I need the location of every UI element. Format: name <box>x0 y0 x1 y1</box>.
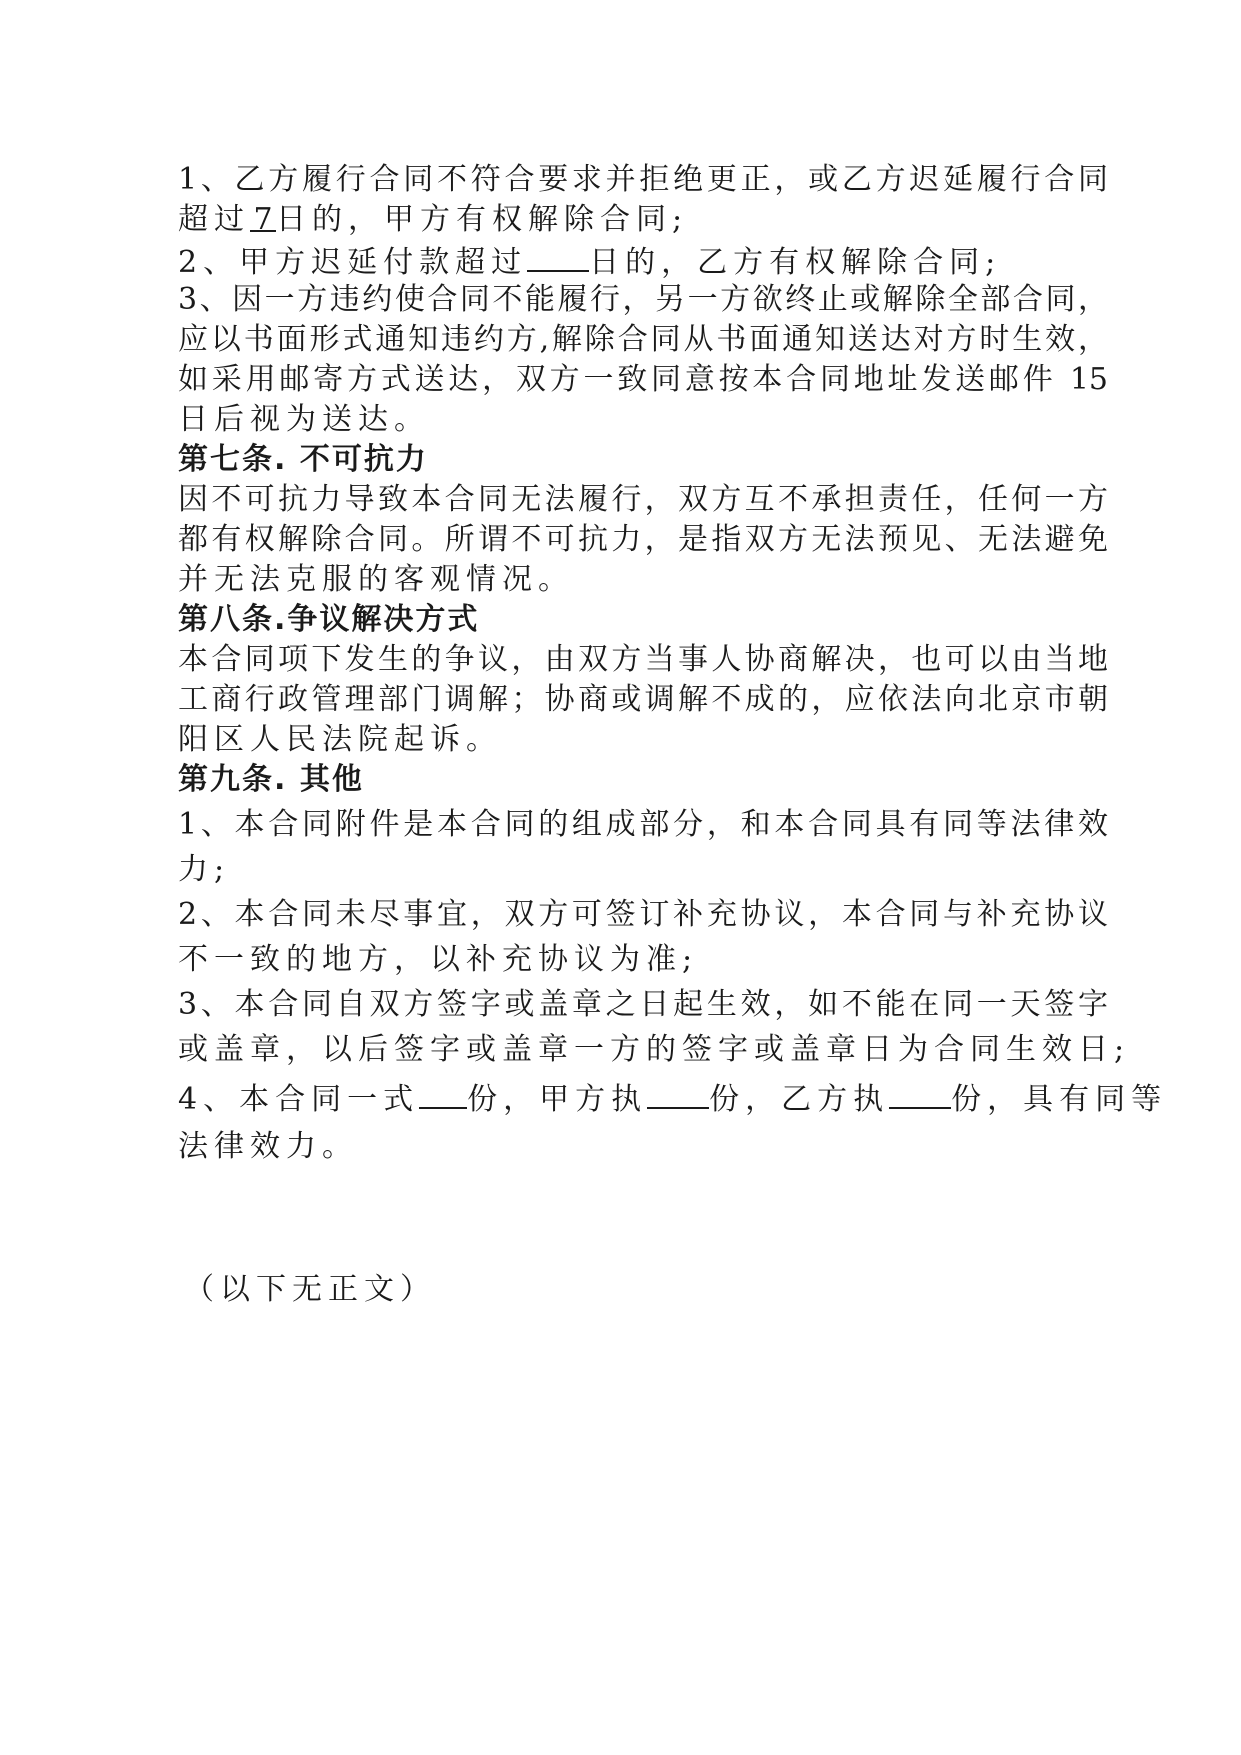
art6-item2 <box>178 240 1001 283</box>
art6-item3-line4: 日后视为送达。 <box>178 402 430 437</box>
art9-item4-blank-total <box>419 1077 467 1109</box>
art9-item4-b: 份，甲方执 <box>467 1082 648 1117</box>
art9-item2-line2: 不一致的地方，以补充协议为准; <box>178 942 699 977</box>
art8-heading: 第八条.争议解决方式 <box>178 602 480 637</box>
art9-item2-line1: 2、本合同未尽事宜，双方可签订补充协议，本合同与补充协议 <box>178 897 1108 932</box>
art9-item1-line2: 力; <box>178 852 231 887</box>
art9-heading: 第九条. 其他 <box>178 762 364 797</box>
closing-note: （以下无正文） <box>184 1272 436 1307</box>
art8-line2: 工商行政管理部门调解；协商或调解不成的，应依法向北京市朝 <box>178 682 1108 717</box>
art8-line3: 阳区人民法院起诉。 <box>178 722 502 757</box>
art9-item4-line2: 法律效力。 <box>178 1129 358 1164</box>
art6-item1-post: 日的，甲方有权解除合同; <box>276 202 689 237</box>
art6-item2-pre: 2、甲方迟延付款超过 <box>178 245 528 280</box>
art9-item4-line1 <box>178 1077 1167 1120</box>
art6-item3-line3: 如采用邮寄方式送达，双方一致同意按本合同地址发送邮件 15 <box>178 362 1108 397</box>
art9-item4-a: 4、本合同一式 <box>178 1082 420 1117</box>
art7-line3: 并无法克服的客观情况。 <box>178 562 574 597</box>
art9-item3-line1: 3、本合同自双方签字或盖章之日起生效，如不能在同一天签字 <box>178 987 1108 1022</box>
art6-item1-pre: 超过 <box>178 202 250 237</box>
art9-item4-blank-party-b <box>889 1077 951 1109</box>
art9-item4-blank-party-a <box>647 1077 709 1109</box>
art6-item3-line1: 3、因一方违约使合同不能履行，另一方欲终止或解除全部合同， <box>178 282 1108 317</box>
art7-heading: 第七条. 不可抗力 <box>178 442 428 477</box>
art7-line1: 因不可抗力导致本合同无法履行，双方互不承担责任，任何一方 <box>178 482 1108 517</box>
art6-item1-days: 7 <box>250 200 276 232</box>
art6-item2-post: 日的，乙方有权解除合同; <box>589 245 1002 280</box>
art9-item4-c: 份，乙方执 <box>709 1082 890 1117</box>
art7-line2: 都有权解除合同。所谓不可抗力，是指双方无法预见、无法避免 <box>178 522 1108 557</box>
art6-item1-line2 <box>178 200 688 240</box>
art9-item4-d: 份，具有同等 <box>951 1082 1168 1117</box>
art6-item2-blank <box>527 240 589 272</box>
art8-line1: 本合同项下发生的争议，由双方当事人协商解决，也可以由当地 <box>178 642 1108 677</box>
art6-item3-line2: 应以书面形式通知违约方,解除合同从书面通知送达对方时生效， <box>178 322 1108 357</box>
art9-item1-line1: 1、本合同附件是本合同的组成部分，和本合同具有同等法律效 <box>178 807 1108 842</box>
art9-item3-line2: 或盖章，以后签字或盖章一方的签字或盖章日为合同生效日; <box>178 1032 1131 1067</box>
art6-item1-line1: 1、乙方履行合同不符合要求并拒绝更正，或乙方迟延履行合同 <box>178 162 1108 197</box>
